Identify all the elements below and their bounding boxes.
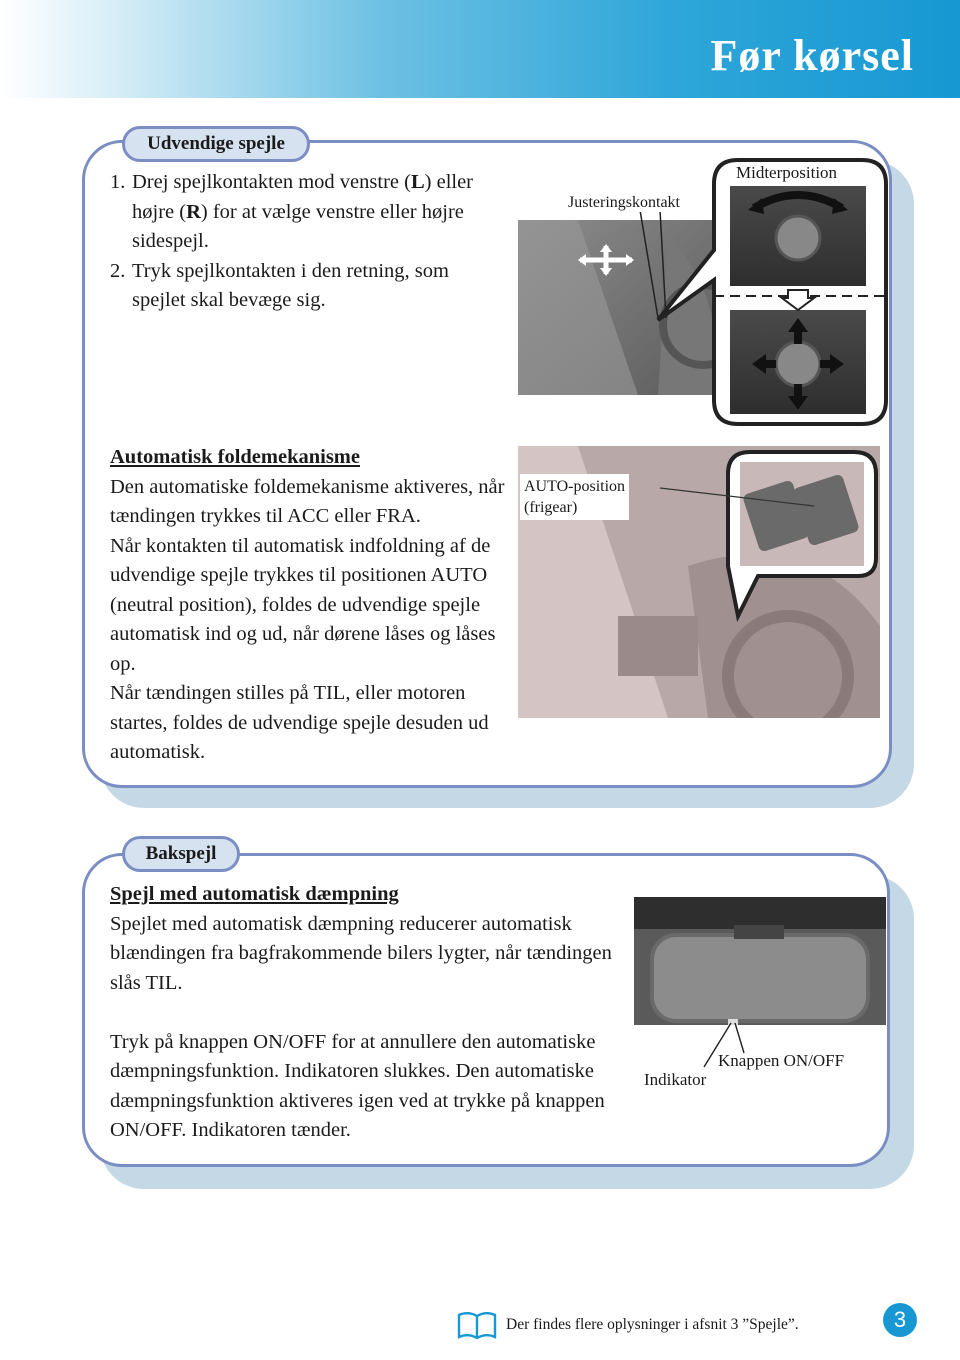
auto-fold-paragraph: Når tændingen stilles på TIL, eller motoren startes, foldes de udvendige spejle desuden ud automatisk. xyxy=(110,682,489,763)
auto-fold-paragraph: Når kontakten til automatisk indfoldning af de udvendige spejle trykkes til positionen AUTO (neutral position), foldes de udvendige spejle automatisk ind og ud, når dørene låses og låses op. xyxy=(110,534,496,675)
rearview-text xyxy=(110,880,622,1146)
step-item: 2. Tryk spejlkontakten i den retning, som spejlet skal bevæge sig. xyxy=(110,259,449,311)
rearview-heading: Spejl med automatisk dæmpning xyxy=(110,883,399,905)
step-item: 1. Drej spejlkontakten mod venstre (L) eller højre (R) for at vælge venstre eller højre sidespejl. xyxy=(110,171,474,252)
indicator-label: Indikator xyxy=(644,1070,707,1089)
rearview-figure xyxy=(634,897,886,1097)
page-title: Før kørsel xyxy=(710,31,914,80)
on-off-button-label: Knappen ON/OFF xyxy=(718,1051,845,1070)
rearview-section-tab: Bakspejl xyxy=(122,836,240,872)
mirrors-section-tab: Udvendige spejle xyxy=(122,126,310,162)
footer-reference: Der findes flere oplysninger i afsnit 3 ”Spejle”. xyxy=(506,1316,799,1333)
auto-fold-heading: Automatisk foldemekanisme xyxy=(110,446,360,468)
auto-position-label: AUTO-position (frigear) xyxy=(520,474,629,520)
page-header xyxy=(0,0,960,98)
book-icon xyxy=(456,1310,498,1340)
center-position-label: Midterposition xyxy=(736,163,838,182)
auto-fold-paragraph: Den automatiske foldemekanisme aktiveres, når tændingen trykkes til ACC eller FRA. xyxy=(110,475,505,527)
adjust-switch-label: Justeringskontakt xyxy=(568,194,680,211)
auto-fold-figure xyxy=(518,446,880,718)
page-number: 3 xyxy=(883,1303,917,1337)
mirror-steps xyxy=(110,168,505,316)
auto-fold-text xyxy=(110,443,510,768)
mirror-switch-illustration xyxy=(518,150,890,430)
rearview-paragraph: Spejlet med automatisk dæmpning reducerer automatisk blændingen fra bagfrakommende bilers lygter, når tændingen slås TIL. xyxy=(110,912,612,994)
mirror-switch-figure xyxy=(518,150,890,430)
rearview-paragraph: Tryk på knappen ON/OFF for at annullere den automatiske dæmpningsfunktion. Indikatoren slukkes. Den automatiske dæmpningsfunktion aktiveres igen ved at trykke på knappen ON/OFF. Indikatoren tænder. xyxy=(110,1030,605,1141)
